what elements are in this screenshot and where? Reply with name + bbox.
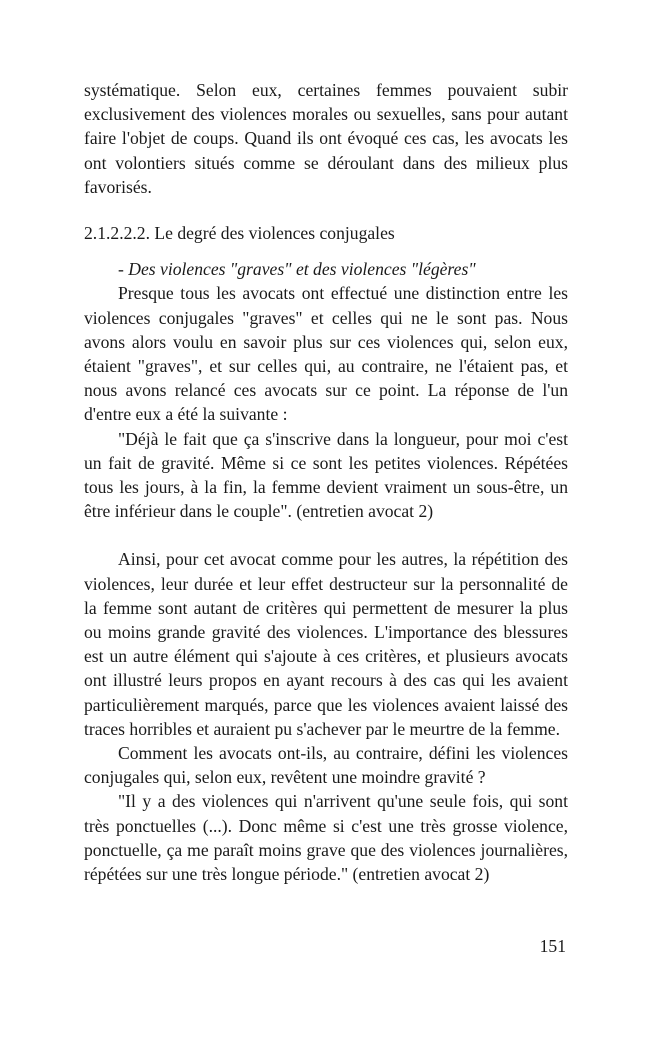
section-heading: 2.1.2.2.2. Le degré des violences conjugales <box>84 223 395 244</box>
page-number: 151 <box>539 936 566 956</box>
paragraph-question: Comment les avocats ont-ils, au contraire, défini les violences conjugales qui, selon eux, revêtent une moindre gravité ? <box>84 743 568 788</box>
paragraph-continued: systématique. Selon eux, certaines femmes pouvaient subir exclusivement des violences morales ou sexuelles, sans pour autant faire l'objet de coups. Quand ils ont évoqué ces cas, les avocats les ont volontiers situés comme se déroulant dans des milieux plus favorisés. <box>84 80 568 197</box>
quote-interview-2: "Il y a des violences qui n'arrivent qu'une seule fois, qui sont très ponctuelles (...). Donc même si c'est une très grosse violence, ponctuelle, ça me paraît moins grave que des violences journalières, répétées sur une très longue période." (entretien avocat 2) <box>84 791 568 885</box>
subsection-heading: - Des violences "graves" et des violences "légères" <box>118 259 476 280</box>
paragraph-distinction: Presque tous les avocats ont effectué une distinction entre les violences conjugales "graves" et celles qui ne le sont pas. Nous avons alors voulu en savoir plus sur ces violences qui, selon eux, étaient "graves", et sur celles qui, au contraire, ne l'étaient pas, et nous avons relancé ces avocats sur ce point. La réponse de l'un d'entre eux a été la suivante : <box>84 283 568 425</box>
paragraph-criteria: Ainsi, pour cet avocat comme pour les autres, la répétition des violences, leur durée et leur effet destructeur sur la personnalité de la femme sont autant de critères qui permettent de mesurer la plus ou moins grande gravité des violences. L'importance des blessures est un autre élément qui s'ajoute à ces critères, et plusieurs avocats ont illustré leurs propos en ayant recours à des cas qui les avaient particulièrement marqués, parce que les violences avaient laissé des traces horribles et auraient pu s'achever par le meurtre de la femme. <box>84 549 568 739</box>
page-body <box>84 78 568 886</box>
quote-interview-1: "Déjà le fait que ça s'inscrive dans la longueur, pour moi c'est un fait de gravité. Même si ce sont les petites violences. Répétées tous les jours, à la fin, la femme devient vraiment un sous-être, un être inférieur dans le couple". (entretien avocat 2) <box>84 428 568 522</box>
